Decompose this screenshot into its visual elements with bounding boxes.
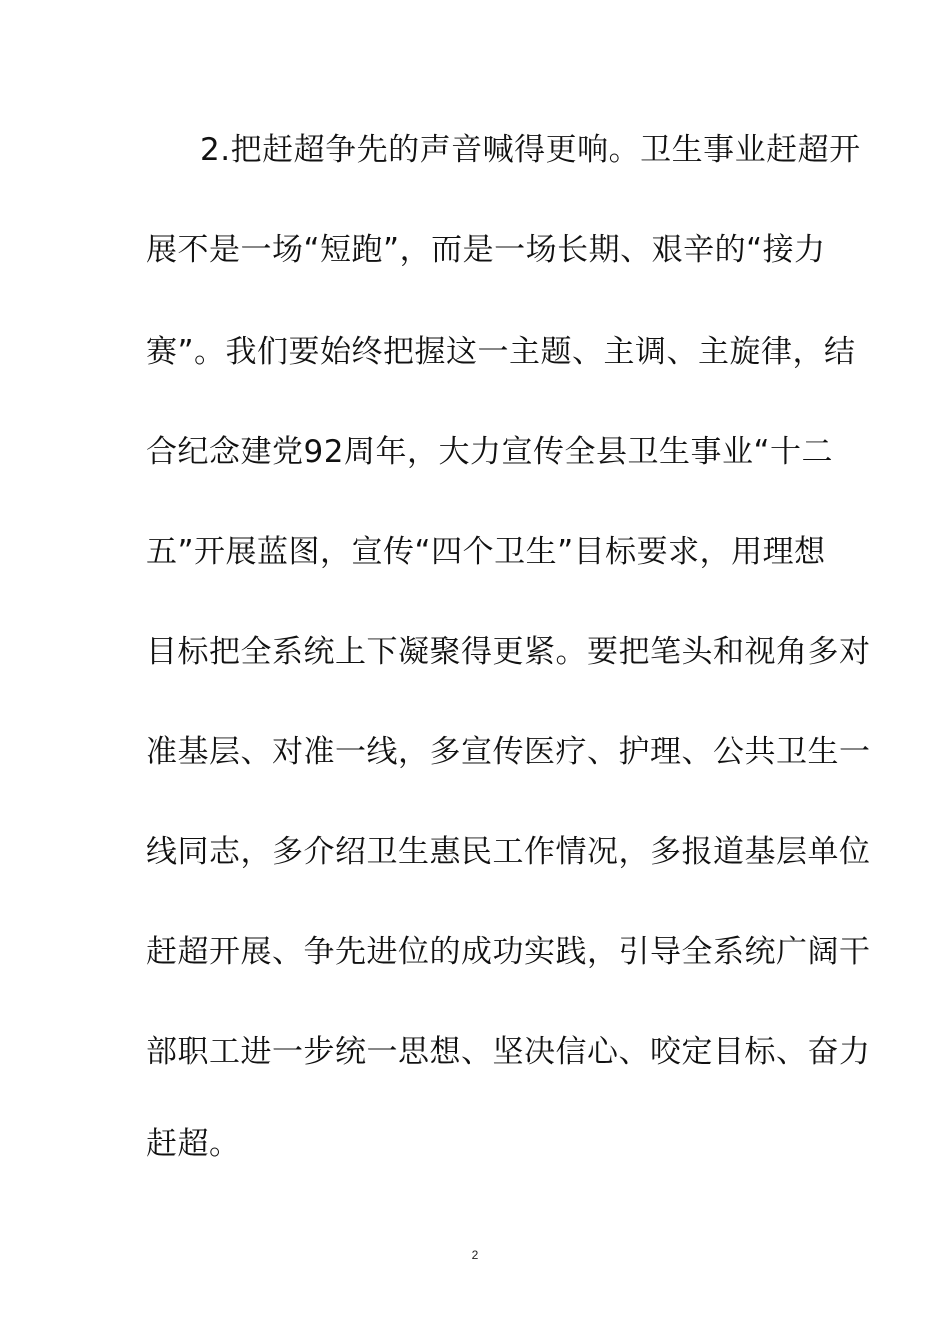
paragraph-line: 部职工进一步统一思想、坚决信心、咬定目标、奋力 bbox=[146, 1034, 871, 1070]
paragraph-line: 准基层、对准一线，多宣传医疗、护理、公共卫生一 bbox=[146, 734, 871, 770]
paragraph-line: 2.把赶超争先的声音喊得更响。卫生事业赶超开 bbox=[200, 132, 861, 168]
paragraph-line: 线同志，多介绍卫生惠民工作情况，多报道基层单位 bbox=[146, 834, 871, 870]
paragraph-line: 赛”。我们要始终把握这一主题、主调、主旋律，结 bbox=[146, 334, 856, 370]
paragraph-line: 目标把全系统上下凝聚得更紧。要把笔头和视角多对 bbox=[146, 634, 871, 670]
paragraph-line: 赶超。 bbox=[146, 1126, 241, 1162]
paragraph-line: 合纪念建党92周年，大力宣传全县卫生事业“十二 bbox=[146, 434, 834, 470]
paragraph-line: 五”开展蓝图，宣传“四个卫生”目标要求，用理想 bbox=[146, 534, 826, 570]
page-number: 2 bbox=[471, 1248, 479, 1262]
paragraph-line: 展不是一场“短跑”，而是一场长期、艰辛的“接力 bbox=[146, 232, 826, 268]
paragraph-line: 赶超开展、争先进位的成功实践，引导全系统广阔干 bbox=[146, 934, 871, 970]
